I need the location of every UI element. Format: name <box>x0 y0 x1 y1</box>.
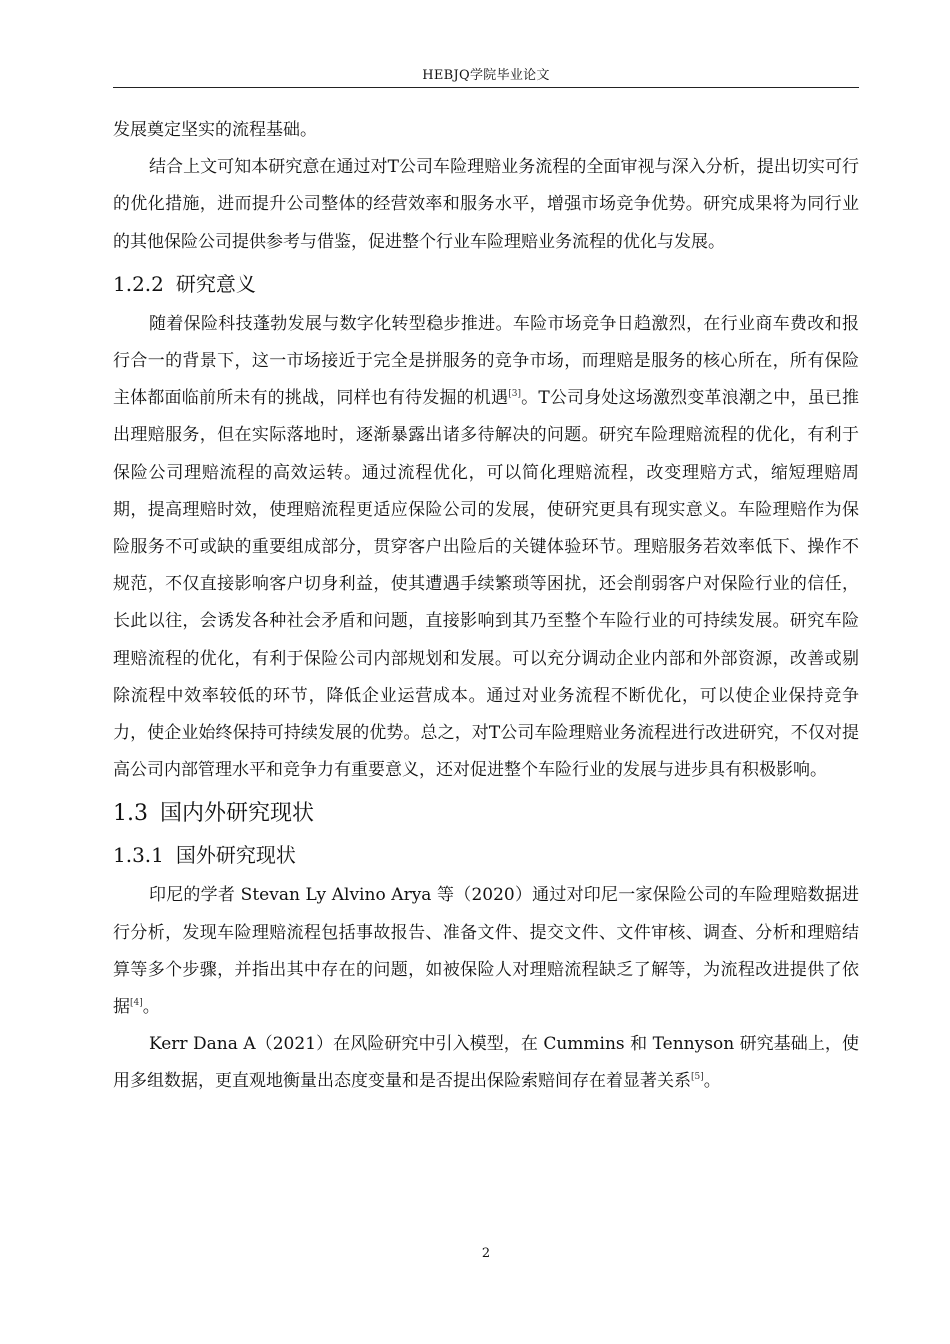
paragraph-text: 。 <box>142 997 160 1018</box>
section-number: 1.2.2 <box>113 271 164 296</box>
paragraph: 发展奠定坚实的流程基础。 <box>113 120 317 140</box>
header-rule <box>113 87 859 88</box>
running-header: HEBJQ学院毕业论文 <box>422 68 550 83</box>
citation-ref: [5] <box>691 1072 704 1083</box>
paragraph <box>113 1026 859 1100</box>
section-title: 研究意义 <box>175 271 256 296</box>
citation-ref: [4] <box>130 998 143 1009</box>
section-number: 1.3 <box>113 801 148 827</box>
section-heading-1-3-1 <box>113 838 859 872</box>
paragraph-text: Kerr Dana A（2021）在风险研究中引入模型，在 Cummins 和 Tennyson 研究基础上，使用多组数据，更直观地衡量出态度变量和是否提出保险索赔间存在着显著关系 <box>113 1034 859 1092</box>
section-number: 1.3.1 <box>113 843 164 868</box>
citation-ref: [3] <box>508 389 521 400</box>
section-title: 国内外研究现状 <box>160 801 315 827</box>
paragraph-text: 。T公司身处这场激烈变革浪潮之中，虽已推出理赔服务，但在实际落地时，逐渐暴露出诸多待解决的问题。研究车险理赔流程的优化，有利于保险公司理赔流程的高效运转。通过流程优化，可以简化理赔流程，改变理赔方式，缩短理赔周期，提高理赔时效，使理赔流程更适应保险公司的发展，使研究更具有现实意义。车险理赔作为保险服务不可或缺的重要组成部分，贯穿客户出险后的关键体验环节。理赔服务若效率低下、操作不规范，不仅直接影响客户切身利益，使其遭遇手续繁琐等困扰，还会削弱客户对保险行业的信任，长此以往，会诱发各种社会矛盾和问题，直接影响到其乃至整个车险行业的可持续发展。研究车险理赔流程的优化，有利于保险公司内部规划和发展。可以充分调动企业内部和外部资源，改善或剔除流程中效率较低的环节，降低企业运营成本。通过对业务流程不断优化，可以使企业保持竞争力，使企业始终保持可持续发展的优势。总之，对T公司车险理赔业务流程进行改进研究，不仅对提高公司内部管理水平和竞争力有重要意义，还对促进整个车险行业的发展与进步具有积极影响。 <box>113 388 859 781</box>
section-heading-1-2-2 <box>113 267 859 301</box>
paragraph: 结合上文可知本研究意在通过对T公司车险理赔业务流程的全面审视与深入分析，提出切实可行的优化措施，进而提升公司整体的经营效率和服务水平，增强市场竞争优势。研究成果将为同行业的其他保险公司提供参考与借鉴，促进整个行业车险理赔业务流程的优化与发展。 <box>113 157 859 252</box>
paragraph-text: 印尼的学者 Stevan Ly Alvino Arya 等（2020）通过对印尼一家保险公司的车险理赔数据进行分析，发现车险理赔流程包括事故报告、准备文件、提交文件、文件审核、调查、分析和理赔结算等多个步骤，并指出其中存在的问题，如被保险人对理赔流程缺乏了解等，为流程改进提供了依据 <box>113 885 859 1018</box>
page-number: 2 <box>481 1246 491 1261</box>
paragraph-text: 。 <box>703 1071 721 1092</box>
section-heading-1-3 <box>113 796 859 832</box>
page-body <box>113 112 859 1101</box>
paragraph <box>113 877 859 1026</box>
paragraph-text: 随着保险科技蓬勃发展与数字化转型稳步推进。车险市场竞争日趋激烈，在行业商车费改和报行合一的背景下，这一市场接近于完全是拼服务的竞争市场，而理赔是服务的核心所在，所有保险主体都面临前所未有的挑战，同样也有待发掘的机遇 <box>113 313 859 409</box>
section-title: 国外研究现状 <box>175 843 296 868</box>
paragraph <box>113 306 859 790</box>
